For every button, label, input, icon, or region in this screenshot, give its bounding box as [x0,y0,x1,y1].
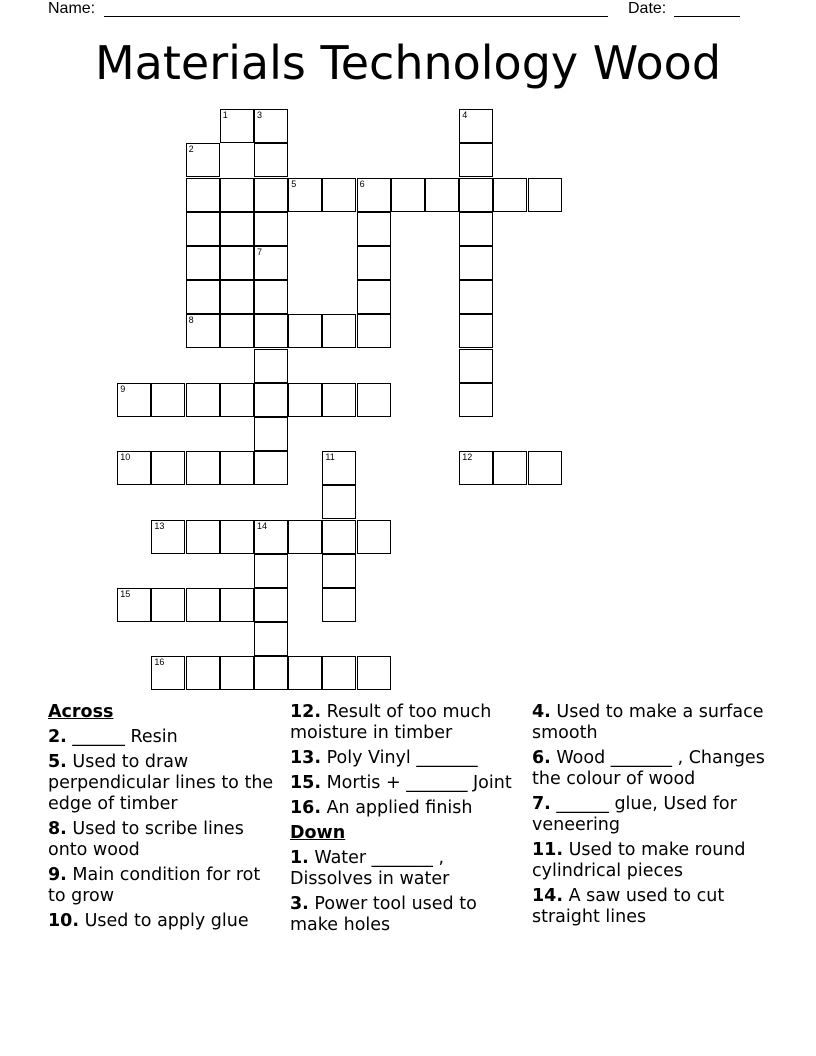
clue-across-8: 8. Used to scribe lines onto wood [48,819,244,860]
clue-number: 1 [222,110,228,121]
crossword-cell[interactable] [459,109,493,143]
crossword-cell[interactable] [357,314,391,348]
crossword-cell[interactable] [254,451,288,485]
crossword-cell[interactable] [322,314,356,348]
crossword-cell[interactable] [322,656,356,690]
clue-number: 9 [120,383,126,394]
clue-down-4: 4. Used to make a surface smooth [532,702,764,743]
crossword-cell[interactable] [357,656,391,690]
clue-number: 5 [291,178,297,189]
crossword-cell[interactable] [357,520,391,554]
clue-number: 16 [154,657,165,668]
crossword-cell[interactable] [288,383,322,417]
crossword-cell[interactable] [186,520,220,554]
crossword-cell[interactable] [151,656,185,690]
crossword-cell[interactable] [254,280,288,314]
crossword-cell[interactable] [186,212,220,246]
crossword-cell[interactable] [493,451,527,485]
crossword-cell[interactable] [151,520,185,554]
clue-number: 7 [257,247,263,257]
date-label: Date: [628,0,667,17]
crossword-cell[interactable] [151,451,185,485]
clue-number: 14 [257,520,268,531]
across-heading: Across [48,702,114,722]
crossword-cell[interactable] [322,588,356,622]
crossword-cell[interactable] [186,656,220,690]
clue-across-9: 9. Main condition for rot to grow [48,865,261,906]
clue-down-14: 14. A saw used to cut straight lines [532,886,725,927]
crossword-cell[interactable] [493,178,527,212]
clue-across-12: 12. Result of too much moisture in timber [290,702,492,743]
clue-across-5: 5. Used to draw perpendicular lines to the edge of timber [48,752,274,814]
crossword-cell[interactable] [391,178,425,212]
clue-number: 13 [154,520,165,531]
clue-down-3: 3. Power tool used to make holes [290,894,477,935]
clue-across-15: 15. Mortis + _______ Joint [290,773,512,793]
clue-number: 12 [462,452,473,463]
clue-number: 8 [188,315,194,326]
crossword-cell[interactable] [288,314,322,348]
crossword-cell[interactable] [117,383,151,417]
crossword-cell[interactable] [186,280,220,314]
crossword-cell[interactable] [254,314,288,348]
crossword-cell[interactable] [186,246,220,280]
crossword-cell[interactable] [459,451,493,485]
crossword-cell[interactable] [186,451,220,485]
crossword-cell[interactable] [254,383,288,417]
crossword-cell[interactable] [357,212,391,246]
clue-across-2: 2. ______ Resin [48,727,178,747]
crossword-cell[interactable] [459,349,493,383]
crossword-cell[interactable] [459,383,493,417]
crossword-cell[interactable] [254,588,288,622]
clue-number: 3 [257,110,263,121]
down-heading: Down [290,823,346,843]
crossword-cell[interactable] [459,143,493,177]
crossword-cell[interactable] [220,314,254,348]
name-label: Name: [48,0,96,17]
crossword-cell[interactable] [220,109,254,143]
crossword-cell[interactable] [220,280,254,314]
crossword-cell[interactable] [220,383,254,417]
crossword-cell[interactable] [322,383,356,417]
crossword-cell[interactable] [459,280,493,314]
crossword-cell[interactable] [220,656,254,690]
clue-across-16: 16. An applied finish [290,798,473,818]
clue-number: 11 [325,452,335,463]
crossword-cell[interactable] [459,314,493,348]
crossword-cell[interactable] [357,246,391,280]
crossword-cell[interactable] [220,588,254,622]
clue-down-1: 1. Water _______ , Dissolves in water [290,848,450,889]
crossword-cell[interactable] [254,212,288,246]
crossword-cell[interactable] [186,383,220,417]
clue-across-10: 10. Used to apply glue [48,911,249,931]
crossword-cell[interactable] [459,212,493,246]
crossword-cell[interactable] [357,383,391,417]
crossword-cell[interactable] [220,212,254,246]
crossword-cell[interactable] [254,246,288,280]
crossword-cell[interactable] [186,178,220,212]
crossword-cell[interactable] [254,520,288,554]
clue-across-13: 13. Poly Vinyl _______ [290,748,478,768]
crossword-cell[interactable] [254,349,288,383]
clues-column-1 [48,702,278,936]
crossword-cell[interactable] [357,178,391,212]
crossword-cell[interactable] [254,622,288,656]
clue-number: 6 [359,178,365,189]
crossword-cell[interactable] [254,109,288,143]
clues-column-3 [532,702,772,932]
crossword-cell[interactable] [254,656,288,690]
clue-number: 4 [462,110,468,121]
clue-down-7: 7. ______ glue, Used for veneering [532,794,737,835]
crossword-cell[interactable] [288,178,322,212]
crossword-cell[interactable] [322,451,356,485]
crossword-cell[interactable] [425,178,459,212]
crossword-cell[interactable] [459,246,493,280]
crossword-cell[interactable] [254,178,288,212]
clue-number: 10 [120,452,131,463]
crossword-cell[interactable] [288,656,322,690]
crossword-cell[interactable] [220,520,254,554]
crossword-cell[interactable] [528,451,562,485]
crossword-cell[interactable] [322,554,356,588]
crossword-cell[interactable] [254,417,288,451]
crossword-cell[interactable] [528,178,562,212]
crossword-cell[interactable] [117,451,151,485]
crossword-cell[interactable] [186,314,220,348]
crossword-cell[interactable] [220,246,254,280]
crossword-cell[interactable] [220,451,254,485]
crossword-cell[interactable] [151,383,185,417]
crossword-cell[interactable] [254,143,288,177]
crossword-cell[interactable] [186,143,220,177]
crossword-cell[interactable] [117,588,151,622]
clue-down-11: 11. Used to make round cylindrical pieces [532,840,746,881]
clue-down-6: 6. Wood _______ , Changes the colour of wood [532,748,765,789]
crossword-cell[interactable] [288,520,322,554]
clue-number: 15 [120,589,131,599]
crossword-cell[interactable] [322,178,356,212]
crossword-cell[interactable] [254,554,288,588]
crossword-cell[interactable] [186,588,220,622]
crossword-cell[interactable] [459,178,493,212]
crossword-cell[interactable] [151,588,185,622]
clues-column-2 [290,702,520,940]
crossword-cell[interactable] [357,280,391,314]
crossword-cell[interactable] [322,520,356,554]
crossword-cell[interactable] [322,485,356,519]
page-title: Materials Technology Wood [94,36,722,90]
clue-number: 2 [188,144,194,155]
crossword-cell[interactable] [220,178,254,212]
